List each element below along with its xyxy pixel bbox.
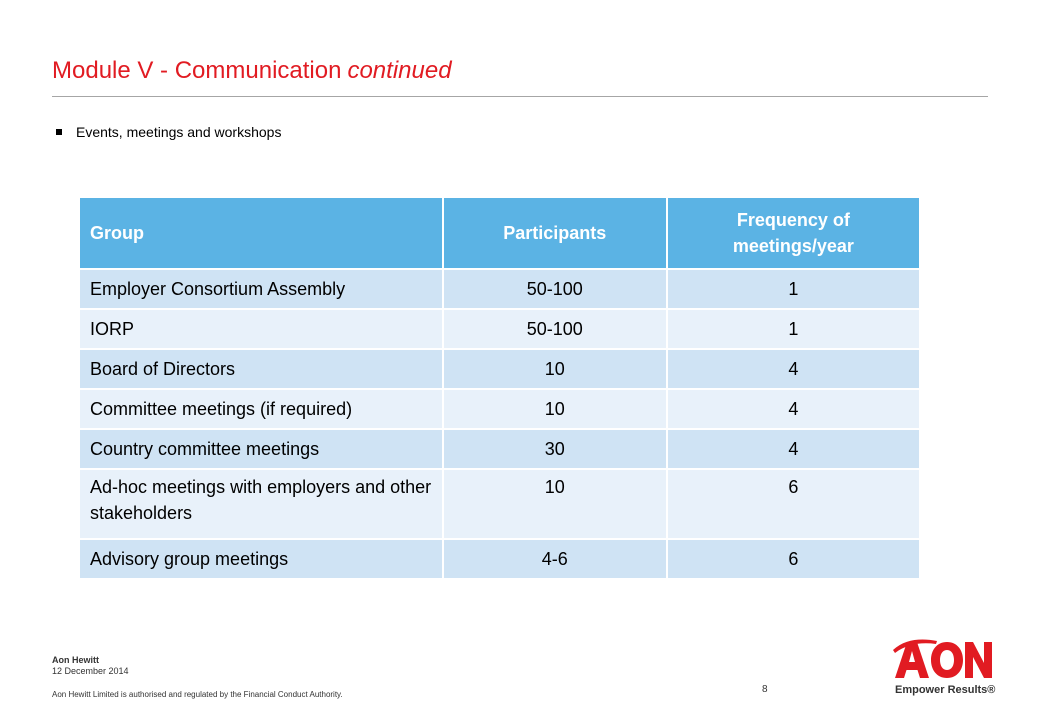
cell-group: Country committee meetings — [80, 429, 443, 469]
slide-title-italic: continued — [347, 57, 452, 84]
cell-frequency: 4 — [667, 349, 919, 389]
cell-participants: 50-100 — [443, 269, 667, 309]
table-row — [80, 429, 919, 469]
page-number: 8 — [762, 684, 768, 695]
cell-participants: 10 — [443, 349, 667, 389]
cell-frequency: 1 — [667, 309, 919, 349]
cell-group: Employer Consortium Assembly — [80, 269, 443, 309]
slide-title-main: Module V - Communication — [52, 57, 342, 84]
cell-group: Ad-hoc meetings with employers and other stakeholders — [80, 469, 443, 539]
cell-participants: 10 — [443, 469, 667, 539]
cell-participants: 50-100 — [443, 309, 667, 349]
cell-participants: 10 — [443, 389, 667, 429]
aon-logo — [893, 636, 996, 700]
table-row — [80, 389, 919, 429]
header-frequency: Frequency of meetings/year — [667, 198, 919, 269]
cell-group: Advisory group meetings — [80, 539, 443, 578]
table-row — [80, 269, 919, 309]
cell-frequency: 6 — [667, 539, 919, 578]
table-row — [80, 469, 919, 539]
title-divider — [52, 96, 988, 97]
cell-group: Committee meetings (if required) — [80, 389, 443, 429]
slide-title — [52, 57, 452, 85]
cell-frequency: 1 — [667, 269, 919, 309]
bullet-text: Events, meetings and workshops — [76, 124, 282, 140]
meetings-table — [80, 198, 919, 578]
footer-company: Aon Hewitt — [52, 655, 99, 665]
cell-group: Board of Directors — [80, 349, 443, 389]
table-row — [80, 539, 919, 578]
aon-wordmark-icon — [893, 636, 993, 682]
cell-participants: 4-6 — [443, 539, 667, 578]
square-bullet-icon — [56, 129, 62, 135]
footer-date: 12 December 2014 — [52, 666, 129, 676]
header-group: Group — [80, 198, 443, 269]
table-row — [80, 349, 919, 389]
header-participants: Participants — [443, 198, 667, 269]
table-header-row — [80, 198, 919, 269]
bullet-item — [56, 124, 281, 140]
cell-frequency: 4 — [667, 389, 919, 429]
footer-legal-notice: Aon Hewitt Limited is authorised and regulated by the Financial Conduct Authority. — [52, 690, 343, 699]
cell-group: IORP — [80, 309, 443, 349]
cell-participants: 30 — [443, 429, 667, 469]
cell-frequency: 6 — [667, 469, 919, 539]
logo-tagline: Empower Results® — [895, 684, 996, 696]
cell-frequency: 4 — [667, 429, 919, 469]
table-row — [80, 309, 919, 349]
